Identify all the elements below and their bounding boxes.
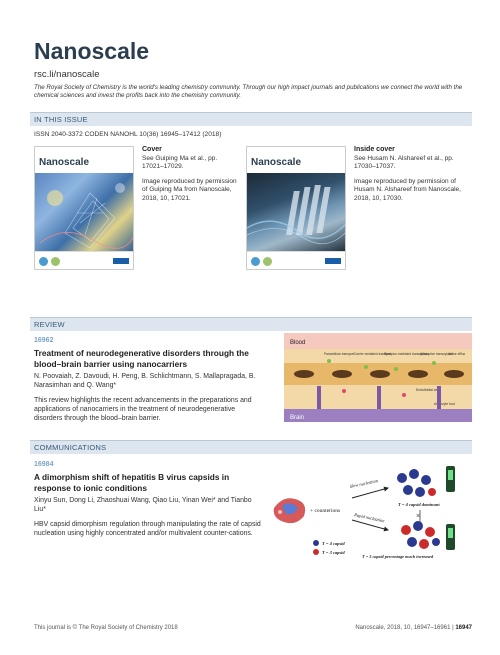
bbb-figure (284, 333, 472, 422)
cover-credit: Image reproduced by permission of Husam N. Alshareef from Nanoscale, 2018, 10, 17030. (354, 177, 461, 202)
transport-label: Adsorptive transcytosis (420, 352, 453, 356)
endothelial-label: Endothelial cell (416, 388, 439, 392)
brain-label: Brain (290, 415, 305, 421)
article-title[interactable]: Treatment of neurodegenerative disorders through the blood–brain barrier using nanocarriers (34, 348, 249, 369)
cover-artwork (35, 173, 133, 253)
journal-title: Nanoscale (34, 38, 150, 64)
transport-label: Active efflux (448, 352, 466, 356)
article-abstract: HBV capsid dimorphism regulation through manipulating the rate of capsid nucleation using highly concentrated and/or multivalent counter-cations. (34, 521, 261, 537)
transport-label: Carrier mediated transport (354, 352, 392, 356)
cover-ref[interactable]: See Guiping Ma et al., pp. 17021–17029. (142, 154, 218, 170)
capsid-protein-model (274, 498, 305, 523)
compare-cross-icon: × (416, 513, 421, 520)
section-label: IN THIS ISSUE (34, 115, 88, 124)
article-page-number[interactable]: 16962 (34, 337, 54, 344)
footer-citation (355, 625, 472, 631)
article-title[interactable]: A dimorphism shift of hepatitis B virus capsids in response to ionic conditions (34, 472, 230, 493)
astrocyte-label: Astrocyte foot (434, 402, 455, 406)
hbv-capsid-figure (270, 464, 472, 562)
t3-increase-label: T = 3 capsid percentage much increased (362, 554, 434, 559)
article-page-number[interactable]: 16984 (34, 461, 54, 468)
transport-label: Paracellular transport (324, 352, 355, 356)
cover-image (34, 146, 134, 270)
issn-line: ISSN 2040-3372 CODEN NANOHL 10(36) 16945–17412 (2018) (34, 131, 222, 138)
section-label: REVIEW (34, 320, 65, 329)
t3-increased-cluster (401, 521, 440, 549)
counterions-label: + counterions (310, 508, 341, 514)
journal-url[interactable]: rsc.li/nanoscale (34, 69, 100, 80)
page-number: 16947 (455, 625, 472, 631)
cover-heading: Cover (142, 146, 162, 153)
cover-heading: Inside cover (354, 146, 395, 153)
article-authors: N. Poovaiah, Z. Davoudi, H. Peng, B. Schlichtmann, S. Mallapragada, B. Narasimhan and Q. Wang* (34, 373, 256, 389)
t4-legend-label: T = 4 capsid (322, 541, 345, 546)
transport-label: Receptor-mediated transcytosis (384, 352, 429, 356)
cover-caption (142, 146, 238, 203)
svg-text:Slow nucleation: Slow nucleation (349, 478, 379, 489)
inside-cover-image (246, 146, 346, 270)
cover-logo: Nanoscale (39, 157, 90, 168)
journal-intro: The Royal Society of Chemistry is the world's leading chemistry community. Through our high impact journals and publications we connect the world with the chemical sciences and invest the profits back into the chemistry community. (34, 84, 463, 100)
cover-credit: Image reproduced by permission of Guiping Ma from Nanoscale, 2018, 10, 17021. (142, 177, 237, 202)
article-authors: Xinyu Sun, Dong Li, Zhaoshuai Wang, Qiao Liu, Yinan Wei* and Tianbo Liu* (34, 497, 252, 513)
section-in-this-issue (30, 112, 472, 126)
section-label: COMMUNICATIONS (34, 443, 107, 452)
t4-dominant-label: T = 4 capsid dominant (398, 502, 440, 507)
inside-cover-caption (354, 146, 472, 203)
t4-legend-dot (313, 540, 319, 546)
slow-nucleation-arrow (349, 478, 388, 498)
cover-ref[interactable]: See Husam N. Alshareef et al., pp. 17030–17037. (354, 154, 454, 170)
svg-text:Rapid nucleation: Rapid nucleation (353, 512, 386, 524)
t4-dominant-cluster (397, 469, 436, 497)
t3-legend-label: T = 3 capsid (322, 550, 345, 555)
section-review (30, 317, 472, 331)
rapid-nucleation-arrow (352, 512, 388, 530)
t3-legend-dot (313, 549, 319, 555)
footer-copyright: This journal is © The Royal Society of Chemistry 2018 (34, 625, 178, 631)
cover-artwork (247, 173, 345, 253)
blood-label: Blood (290, 340, 306, 346)
article-abstract: This review highlights the recent advancements in the preparations and applications of nanocarriers in the treatment of neurodegenerative disorders through the blood–brain barrier. (34, 397, 252, 422)
section-communications (30, 440, 472, 454)
footer-citation-text: Nanoscale, 2018, 10, 16947–16961 | (355, 625, 454, 631)
cover-logo: Nanoscale (251, 157, 302, 168)
